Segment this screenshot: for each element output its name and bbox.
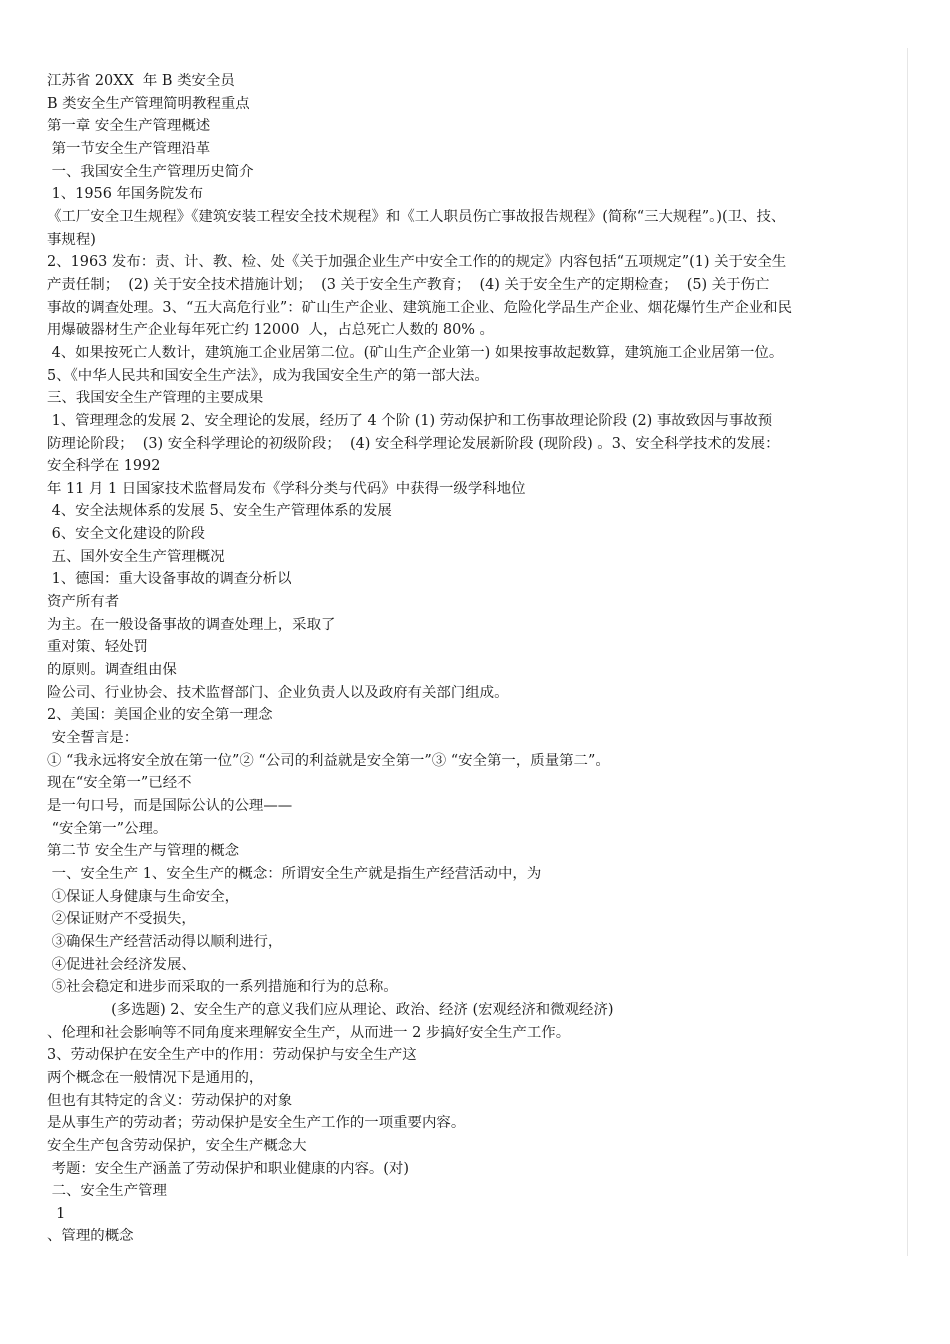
text-line: 安全生产包含劳动保护，安全生产概念大 [47, 1137, 307, 1154]
text-line: 但也有其特定的含义：劳动保护的对象 [47, 1092, 293, 1109]
text-line: 1、管理理念的发展 2、安全理论的发展，经历了 4 个阶 (1) 劳动保护和工伤事故理论阶段 (2) 事故致因与事故预 [47, 412, 773, 429]
text-line: 第一章 安全生产管理概述 [47, 118, 211, 135]
text-line: ①保证人身健康与生命安全， [47, 888, 240, 905]
text-line: 产责任制； (2) 关于安全技术措施计划； (3 关于安全生产教育； (4) 关于安全生产的定期检查； (5) 关于伤亡 [47, 276, 770, 293]
text-line: 、伦理和社会影响等不同角度来理解安全生产，从而进一 2 步搞好安全生产工作。 [47, 1024, 571, 1041]
text-line: 的原则。调查组由保 [47, 662, 177, 679]
text-line: 重对策、轻处罚 [47, 639, 148, 656]
text-line: ②保证财产不受损失， [47, 911, 196, 928]
text-line: 4、安全法规体系的发展 5、安全生产管理体系的发展 [47, 503, 392, 520]
text-line: 年 11 月 1 日国家技术监督局发布《学科分类与代码》中获得一级学科地位 [47, 480, 526, 497]
text-line: 安全誓言是： [47, 730, 139, 747]
text-line: 一、我国安全生产管理历史简介 [47, 163, 254, 180]
text-line: 第二节 安全生产与管理的概念 [47, 843, 240, 860]
text-line: 2、1963 发布：责、计、教、检、处《关于加强企业生产中安全工作的的规定》内容包括“五项规定”(1) 关于安全生 [47, 254, 787, 271]
text-line: 两个概念在一般情况下是通用的， [47, 1069, 264, 1086]
text-line: 安全科学在 1992 [47, 458, 161, 475]
text-line: ③确保生产经营活动得以顺利进行， [47, 933, 283, 950]
text-line: 资产所有者 [47, 594, 120, 611]
text-line: 3、劳动保护在安全生产中的作用：劳动保护与安全生产这 [47, 1047, 417, 1064]
text-line: ① “我永远将安全放在第一位”② “公司的利益就是安全第一”③ “安全第一，质量第二”。 [47, 752, 610, 769]
text-line: 1 [47, 1205, 66, 1222]
text-line: 险公司、行业协会、技术监督部门、企业负责人以及政府有关部门组成。 [47, 684, 509, 701]
text-line: 6、安全文化建设的阶段 [47, 526, 205, 543]
text-line: B 类安全生产管理简明教程重点 [47, 95, 250, 112]
text-line: 事规程) [47, 231, 96, 248]
text-line: (多选题) 2、安全生产的意义我们应从理论、政治、经济 (宏观经济和微观经济) [47, 1001, 614, 1018]
text-line: 防理论阶段； (3) 安全科学理论的初级阶段； (4) 安全科学理论发展新阶段 (现阶段) 。3、安全科学技术的发展： [47, 435, 780, 452]
text-line: 用爆破器材生产企业每年死亡约 12000 人，占总死亡人数的 80% 。 [47, 322, 494, 339]
text-line: 1、1956 年国务院发布 [47, 186, 204, 203]
document-body [47, 70, 907, 1248]
text-line: 、管理的概念 [47, 1228, 134, 1245]
text-line: ⑤社会稳定和进步而采取的一系列措施和行为的总称。 [47, 979, 398, 996]
text-line: 2、美国：美国企业的安全第一理念 [47, 707, 273, 724]
text-line: 是从事生产的劳动者；劳动保护是安全生产工作的一项重要内容。 [47, 1115, 466, 1132]
text-line: 1、德国：重大设备事故的调查分析以 [47, 571, 292, 588]
text-line: 现在“安全第一”已经不 [47, 775, 192, 792]
text-line: 二、安全生产管理 [47, 1183, 167, 1200]
text-line: 事故的调查处理。3、“五大高危行业”：矿山生产企业、建筑施工企业、危险化学品生产企业、烟花爆竹生产企业和民 [47, 299, 793, 316]
text-line: 三、我国安全生产管理的主要成果 [47, 390, 264, 407]
text-line: 5、《中华人民共和国安全生产法》，成为我国安全生产的第一部大法。 [47, 367, 489, 384]
text-line: 考题：安全生产涵盖了劳动保护和职业健康的内容。(对) [47, 1160, 409, 1177]
text-line: 江苏省 20XX 年 B 类安全员 [47, 73, 235, 89]
text-line: 五、国外安全生产管理概况 [47, 548, 225, 565]
page-border [907, 48, 908, 1256]
text-line: 4、如果按死亡人数计，建筑施工企业居第二位。(矿山生产企业第一) 如果按事故起数算，建筑施工企业居第一位。 [47, 344, 784, 361]
text-line: ④促进社会经济发展、 [47, 956, 196, 973]
text-line: 《工厂安全卫生规程》《建筑安装工程安全技术规程》和《工人职员伤亡事故报告规程》(简称“三大规程”。)(卫、技、 [47, 208, 786, 225]
text-line: 第一节安全生产管理沿革 [47, 140, 211, 157]
text-line: 为主。在一般设备事故的调查处理上，采取了 [47, 616, 336, 633]
text-line: “安全第一”公理。 [47, 820, 168, 837]
text-line: 一、安全生产 1、安全生产的概念：所谓安全生产就是指生产经营活动中，为 [47, 865, 542, 882]
text-line: 是一句口号，而是国际公认的公理—— [47, 798, 293, 814]
